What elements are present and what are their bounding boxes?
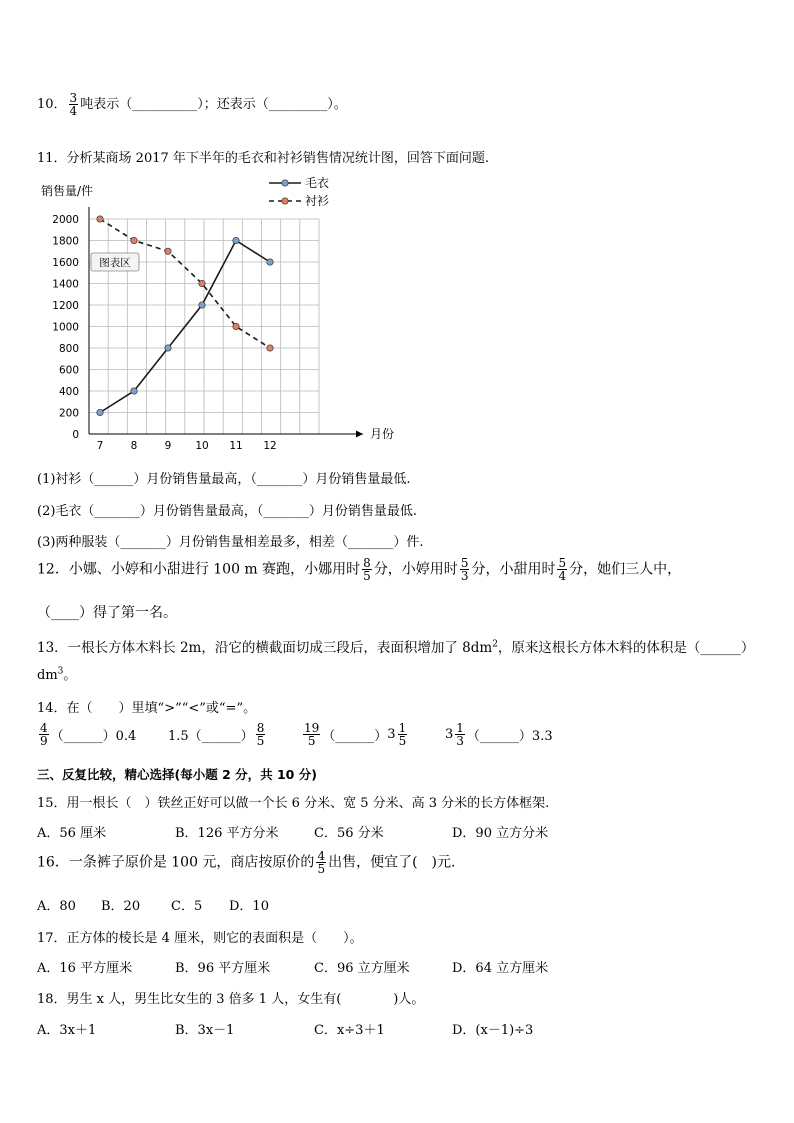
series-0-point: [267, 259, 273, 265]
question-14: 14．在（ ）里填“>”“<”或“=”。: [37, 701, 257, 716]
y-axis-label: 销售量/件: [41, 184, 94, 198]
q16-option-a[interactable]: A．80: [37, 899, 76, 914]
q15-option-c[interactable]: C．56 分米: [314, 826, 384, 841]
q14-item-1: $\frac{4}{9}$ （______）0.4: [40, 721, 137, 748]
legend-marker-0: [282, 180, 288, 186]
series-0-point: [131, 388, 137, 394]
q12-line-2: （____）得了第一名。: [37, 605, 177, 621]
sales-line-chart: [37, 173, 395, 453]
q17-option-b[interactable]: B．96 平方厘米: [175, 961, 271, 976]
chart-area-tag: 图表区: [99, 257, 131, 269]
series-0-point: [199, 302, 205, 308]
question-16: 16．一条裤子原价是 100 元，商店按原价的 $\frac{4}{5}$ 出售，便宜了( )元.: [37, 849, 456, 876]
q17-option-a[interactable]: A．16 平方厘米: [37, 961, 133, 976]
q16-option-d[interactable]: D．10: [229, 899, 269, 914]
legend-label-0: 毛衣: [305, 176, 330, 190]
y-tick-label: 1800: [52, 235, 79, 248]
section-3-heading: 三、反复比较，精心选择(每小题 2 分，共 10 分): [37, 767, 317, 782]
y-tick-label: 600: [58, 364, 79, 377]
q18-option-a[interactable]: A．3x＋1: [37, 1023, 97, 1038]
series-0-point: [233, 237, 239, 243]
y-tick-label: 800: [58, 343, 79, 355]
x-tick-label: 8: [130, 440, 138, 452]
q18-option-b[interactable]: B．3x－1: [175, 1023, 235, 1038]
q16-fraction: $\frac{4}{5}$: [317, 849, 326, 876]
q11-sub-3: (3)两种服装（_______）月份销售量相差最多，相差（_______）件.: [37, 535, 424, 550]
series-1-point: [233, 323, 239, 329]
y-tick-label: 0: [72, 429, 79, 441]
q13-line-2: $dm^3$。: [37, 666, 77, 683]
q16-option-c[interactable]: C．5: [171, 899, 203, 914]
x-tick-label: 11: [229, 440, 243, 452]
q12-fraction-2: $\frac{5}{3}$: [460, 556, 469, 583]
q10-number: 10．: [37, 97, 67, 112]
series-1-point: [131, 237, 137, 243]
y-tick-label: 200: [58, 407, 79, 420]
q17-option-c[interactable]: C．96 立方厘米: [314, 961, 410, 976]
q12-fraction-3: $\frac{5}{4}$: [558, 556, 567, 583]
question-10: 10． $\frac{3}{4}$ 吨表示（__________）；还表示（_________）。: [37, 91, 347, 118]
series-1-point: [199, 280, 205, 286]
y-tick-label: 400: [58, 386, 79, 398]
q10-blank-1: __________: [132, 97, 198, 112]
q15-option-d[interactable]: D．90 立方分米: [452, 826, 549, 841]
x-axis-arrow: [356, 431, 363, 438]
q11-sub-2: (2)毛衣（_______）月份销售量最高，（_______）月份销售量最低.: [37, 504, 418, 519]
q14-item-3: $\frac{19}{5}$ （______） 3 $\frac{1}{5}$: [304, 721, 407, 748]
q14-item-2: 1.5（______） $\frac{8}{5}$: [168, 721, 265, 748]
x-tick-label: 9: [164, 440, 172, 452]
question-11: 11．分析某商场 2017 年下半年的毛衣和衬衫销售情况统计图，回答下面问题.: [37, 151, 490, 166]
q15-option-a[interactable]: A．56 厘米: [37, 826, 107, 841]
q10-blank-2: _________: [268, 97, 328, 112]
y-tick-label: 2000: [52, 214, 79, 226]
x-tick-label: 7: [96, 440, 104, 452]
series-1-point: [97, 216, 103, 222]
question-13: 13．一根长方体木料长 2m，沿它的横截面切成三段后，表面积增加了 $8dm^2$，原来这根长方体木料的体积是（______）: [37, 639, 755, 656]
series-1-point: [267, 345, 273, 351]
q12-fraction-1: $\frac{8}{5}$: [363, 556, 371, 583]
legend-label-1: 衬衫: [305, 194, 330, 208]
series-0-point: [165, 345, 171, 351]
q14-item-4: 3 $\frac{1}{3}$ （______）3.3: [445, 721, 553, 748]
x-tick-label: 10: [195, 440, 209, 452]
legend-marker-1: [282, 198, 288, 204]
y-tick-label: 1400: [52, 278, 79, 291]
series-0-point: [97, 409, 103, 415]
x-axis-label: 月份: [370, 427, 395, 441]
question-15: 15．用一根长（ ）铁丝正好可以做一个长 6 分米、宽 5 分米、高 3 分米的长方体框架.: [37, 796, 550, 811]
q16-option-b[interactable]: B．20: [101, 899, 141, 914]
q15-option-b[interactable]: B．126 平方分米: [175, 826, 279, 841]
y-tick-label: 1200: [52, 300, 79, 312]
q18-option-d[interactable]: D．(x－1)÷3: [452, 1023, 534, 1038]
series-1-point: [165, 248, 171, 254]
q18-option-c[interactable]: C．x÷3＋1: [314, 1023, 385, 1038]
question-17: 17．正方体的棱长是 4 厘米，则它的表面积是（ ）。: [37, 931, 363, 946]
q17-option-d[interactable]: D．64 立方厘米: [452, 961, 549, 976]
y-tick-label: 1600: [52, 257, 79, 269]
question-18: 18．男生 x 人，男生比女生的 3 倍多 1 人，女生有( )人。: [37, 992, 425, 1007]
q11-sub-1: (1)衬衫（______）月份销售量最高，（_______）月份销售量最低.: [37, 472, 411, 487]
x-tick-label: 12: [263, 440, 277, 452]
q10-fraction: $\frac{3}{4}$: [69, 91, 78, 118]
y-tick-label: 1000: [52, 321, 79, 334]
question-12: 12．小娜、小婷和小甜进行 100 m 赛跑，小娜用时 $\frac{8}{5}$ 分，小婷用时 $\frac{5}{3}$ 分，小甜用时 $\frac{5}{4}$ 分，她们三人中，: [37, 556, 682, 583]
